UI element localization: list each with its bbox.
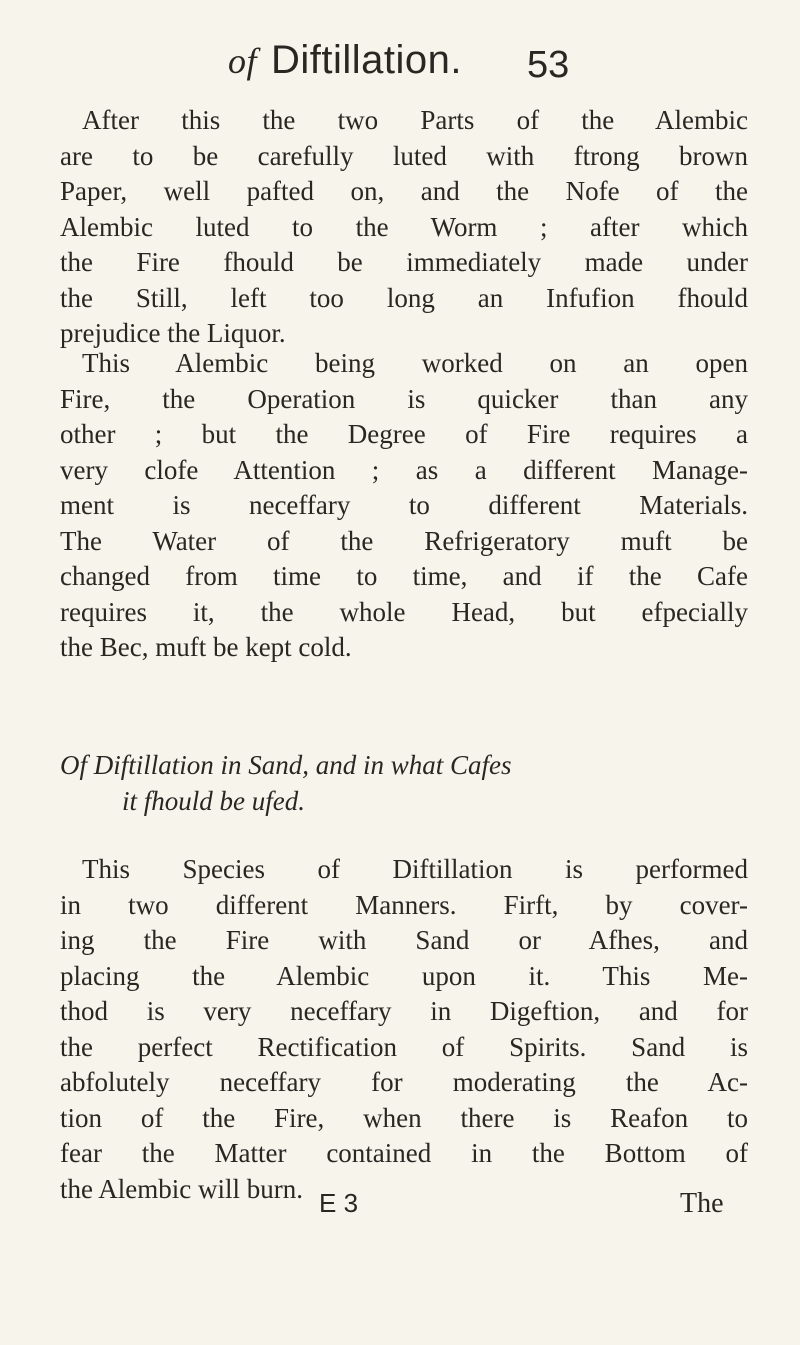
paragraph-3-line: thod is very neceffary in Digeftion, and for [60, 996, 748, 1026]
paragraph-2-line: The Water of the Refrigeratory muft be [60, 525, 748, 556]
paragraph-3-line: fear the Matter contained in the Bottom of [60, 1138, 748, 1168]
paragraph-3-line: in two different Manners. Firft, by cover- [60, 889, 748, 920]
section-heading-line-2: it fhould be ufed. [122, 785, 305, 816]
catchword: The [680, 1188, 724, 1219]
paragraph-2-line: requires it, the whole Head, but efpecially [60, 596, 748, 627]
paragraph-2-line: ment is neceffary to different Materials. [60, 490, 748, 520]
paragraph-1-line: are to be carefully luted with ftrong brown [60, 140, 748, 171]
paragraph-1-line: Alembic luted to the Worm ; after which [60, 211, 748, 242]
running-title-text: Diftillation. [271, 38, 463, 82]
page-footer [0, 1188, 800, 1228]
page-number: 53 [527, 44, 570, 86]
paragraph-2-line: This Alembic being worked on an open [82, 348, 748, 378]
paragraph-3-line: tion of the Fire, when there is Reafon to [60, 1102, 748, 1133]
running-title [228, 38, 462, 83]
paragraph-3-line: This Species of Diftillation is performed [82, 854, 748, 884]
paragraph-3-line: abfolutely neceffary for moderating the Ac- [60, 1067, 748, 1097]
paragraph-3-line: placing the Alembic upon it. This Me- [60, 960, 748, 991]
running-header [0, 38, 800, 98]
paragraph-3-line: the Alembic will burn. [60, 1173, 303, 1204]
paragraph-3-line: the perfect Rectification of Spirits. Sand is [60, 1031, 748, 1062]
paragraph-1-line: After this the two Parts of the Alembic [82, 105, 748, 135]
section-heading-line-1: Of Diftillation in Sand, and in what Cafes [60, 750, 512, 780]
paragraph-1 [60, 103, 748, 352]
paragraph-2-line: very clofe Attention ; as a different Manage- [60, 454, 748, 485]
paragraph-2-line: Fire, the Operation is quicker than any [60, 383, 748, 414]
paragraph-1-line: prejudice the Liquor. [60, 318, 286, 348]
paragraph-2 [60, 346, 748, 666]
paragraph-2-line: other ; but the Degree of Fire requires a [60, 419, 748, 449]
section-heading [60, 748, 748, 819]
running-title-of: of [228, 41, 258, 81]
paragraph-3-line: ing the Fire with Sand or Afhes, and [60, 925, 748, 955]
signature-mark: E 3 [319, 1188, 359, 1218]
paragraph-1-line: the Still, left too long an Infufion fhould [60, 282, 748, 313]
paragraph-1-line: Paper, well pafted on, and the Nofe of the [60, 176, 748, 206]
paragraph-1-line: the Fire fhould be immediately made under [60, 247, 748, 277]
paragraph-2-line: changed from time to time, and if the Cafe [60, 561, 748, 591]
paragraph-2-line: the Bec, muft be kept cold. [60, 632, 352, 662]
paragraph-3 [60, 852, 748, 1207]
